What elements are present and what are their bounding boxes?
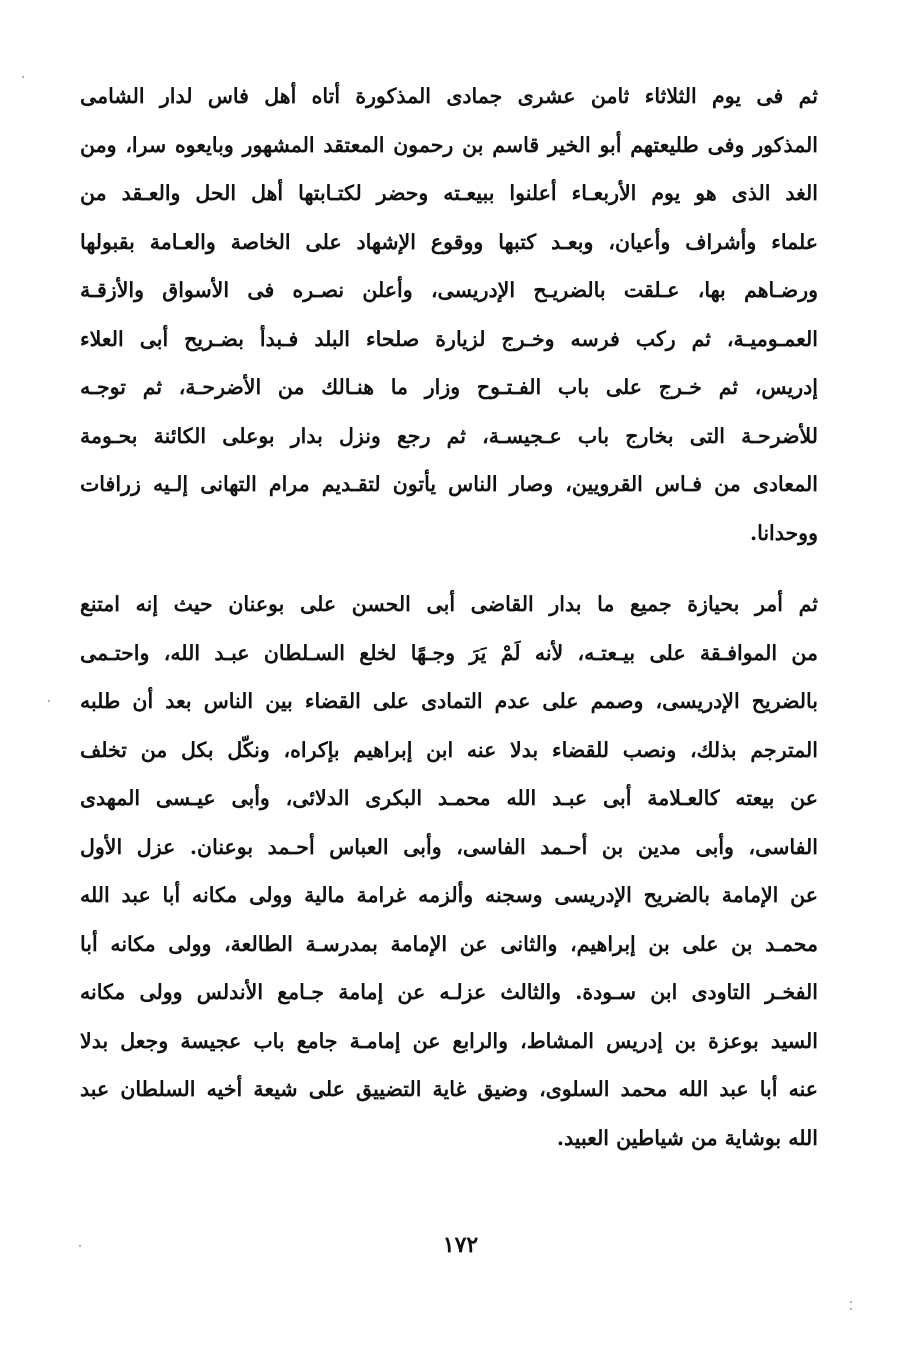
text-line: علماء وأشراف وأعيان، وبعـد كتبها ووقوع الإشهاد على الخاصة والعـامة بقبولها: [80, 229, 818, 254]
text-line: بالضريح الإدريسى، وصمم على عدم التمادى على القضاء بين الناس بعد أن طلبه: [80, 689, 818, 713]
scan-speck: [22, 76, 24, 78]
text-line: الفاسى، وأبى مدين بن أحـمد الفاسى، وأبى العباس أحـمد بوعنان. عزل الأول: [80, 834, 818, 859]
text-line: للأضرحـة التى بخارج باب عـجيسـة، ثم رجع ونزل بدار بوعلى الكائنة بحـومة: [80, 423, 818, 448]
text-line: المعادى من فـاس القرويين، وصار الناس يأتون لتقـديم مرام التهانى إلـيه زرافات: [80, 472, 818, 496]
text-line: المترجم بذلك، ونصب للقضاء بدلا عنه ابن إبراهيم بإكراه، ونكّل بكل من تخلف: [80, 737, 818, 762]
text-line: إدريس، ثم خـرج على باب الفـتـوح وزار ما هنـالك من الأضرحـة، ثم توجـه: [80, 375, 818, 399]
text-line: الله بوشاية من شياطين العبيد.: [556, 1125, 818, 1150]
text-line: ثم فى يوم الثلاثاء ثامن عشرى جمادى المذكورة أتاه أهل فاس لدار الشامى: [80, 84, 818, 108]
text-line: عنه أبا عبد الله محمد السلوى، وضيق غاية التضييق على شيعة أخيه السلطان عبد: [80, 1077, 818, 1101]
text-line: المذكور وفى طليعتهم أبو الخير قاسم بن رحمون المعتقد المشهور وبايعوه سرا، ومن: [80, 132, 818, 157]
text-line: ثم أمر بحيازة جميع ما بدار القاضى أبى الحسن على بوعنان حيث إنه امتنع: [80, 592, 818, 616]
paragraph-2: [80, 580, 818, 1162]
text-line: عن الإمامة بالضريح الإدريسى وسجنه وألزمه غرامة مالية وولى مكانه أبا عبد الله: [80, 883, 818, 907]
paragraph-1: [80, 72, 818, 557]
text-line: الغد الذى هو يوم الأربعـاء أعلنوا ببيعـته وحضر لكتـابتها أهل الحل والعـقد من: [80, 181, 818, 205]
text-line: الفخـر التاودى ابن سـودة. والثالث عزلـه عن إمامة جـامع الأندلس وولى مكانه: [80, 980, 818, 1004]
page-number: ١٧٢: [442, 1232, 479, 1258]
text-line: ورضـاهم بها، عـلقت بالضريـح الإدريسى، وأعلن نصـره فى الأسواق والأزقـة: [80, 278, 818, 302]
text-line: السيد بوعزة بن إدريس المشاط، والرابع عن إمامـة جامع باب عجيسة وجعل بدلا: [80, 1028, 818, 1053]
scan-speck: [48, 700, 50, 702]
text-line: عن بيعته كالعـلامة أبى عبـد الله محمـد البكرى الدلائى، وأبى عيـسى المهدى: [80, 786, 818, 810]
scan-speck: [850, 1308, 852, 1310]
text-line: ووحدانا.: [749, 520, 818, 545]
scan-speck: [79, 1245, 81, 1247]
text-line: محمـد بن على بن إبراهيم، والثانى عن الإمامة بمدرسـة الطالعة، وولى مكانه أبا: [80, 931, 818, 956]
scan-speck: [850, 1301, 852, 1303]
text-line: العمـوميـة، ثم ركب فرسه وخـرج لزيارة صلحاء البلد فـبدأ بضـريح أبى العلاء: [80, 326, 818, 351]
text-line: من الموافـقة على بيـعتـه، لأنه لَمْ يَرَ وجـهًا لخلع السـلطان عبـد الله، واحتـمى: [80, 640, 818, 665]
